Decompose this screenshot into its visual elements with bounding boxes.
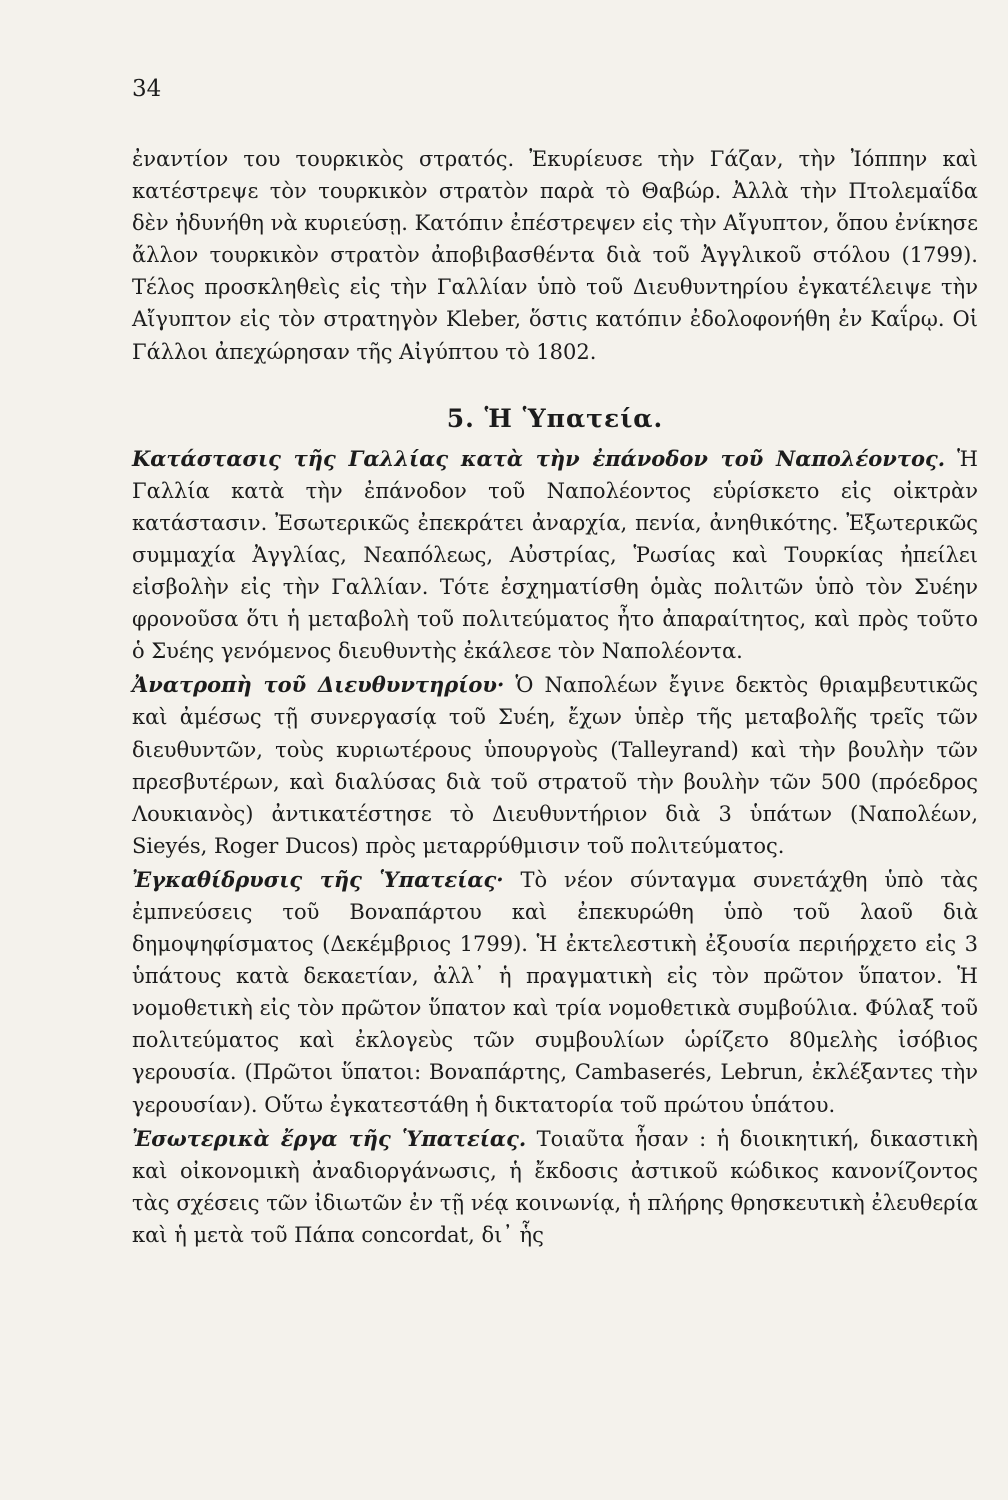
paragraph-text: Ἡ Γαλλία κατὰ τὴν ἐπάνοδον τοῦ Ναπολέοντος εὑρίσκετο εἰς οἰκτρὰν κατάστασιν. Ἐσωτερικῶς ἐπεκράτει ἀναρχία, πενία, ἀνηθικότης. Ἐξωτερικῶς συμμαχία Ἀγγλίας, Νεαπόλεως, Αὐστρίας, Ῥωσίας καὶ Τουρκίας ἠπείλει εἰσβολὴν εἰς τὴν Γαλλίαν. Τότε ἐσχηματίσθη ὁμὰς πολιτῶν ὑπὸ τὸν Συέην φρονοῦσα ὅτι ἡ μεταβολὴ τοῦ πολιτεύματος ἦτο ἀπαραίτητος, καὶ πρὸς τοῦτο ὁ Συέης γενόμενος διευθυντὴς ἐκάλεσε τὸν Ναπολέοντα. (132, 446, 978, 664)
section-title: 5. Ἡ Ὑπατεία. (446, 403, 664, 433)
page-number: 34 (132, 76, 162, 102)
paragraph-overthrow-directory (132, 669, 978, 862)
paragraph-establishment-consulate (132, 864, 978, 1121)
paragraph-text: Τὸ νέον σύνταγμα συνετάχθη ὑπὸ τὰς ἐμπνεύσεις τοῦ Βοναπάρτου καὶ ἐπεκυρώθη ὑπὸ τοῦ λαοῦ διὰ δημοψηφίσματος (Δεκέμβριος 1799). Ἡ ἐκτελεστικὴ ἐξουσία περιήρχετο εἰς 3 ὑπάτους κατὰ δεκαετίαν, ἀλλ᾽ ἡ πραγματικὴ εἰς τὸν πρῶτον ὕπατον. Ἡ νομοθετικὴ εἰς τὸν πρῶτον ὕπατον καὶ τρία νομοθετικὰ συμβούλια. Φύλαξ τοῦ πολιτεύματος καὶ ἐκλογεὺς τῶν συμβουλίων ὡρίζετο 80μελὴς ἰσόβιος γερουσία. (Πρῶτοι ὕπατοι: Βοναπάρτης, Cambaserés, Lebrun, ἐκλέξαντες τὴν γερουσίαν). Οὕτω ἐγκατεστάθη ἡ δικτατορία τοῦ πρώτου ὑπάτου. (132, 867, 978, 1117)
paragraph-internal-works (132, 1123, 978, 1251)
paragraph-state-of-france (132, 443, 978, 668)
paragraph-heading: Ἐγκαθίδρυσις τῆς Ὑπατείας· (132, 866, 504, 892)
intro-paragraph: ἐναντίον του τουρκικὸς στρατός. Ἐκυρίευσε τὴν Γάζαν, τὴν Ἰόππην καὶ κατέστρεψε τὸν τουρκικὸν στρατὸν παρὰ τὸ Θαβώρ. Ἀλλὰ τὴν Πτολεμαΐδα δὲν ἠδυνήθη νὰ κυριεύσῃ. Κατόπιν ἐπέστρεψεν εἰς τὴν Αἴγυπτον, ὅπου ἐνίκησε ἄλλον τουρκικὸν στρατὸν ἀποβιβασθέντα διὰ τοῦ Ἀγγλικοῦ στόλου (1799). Τέλος προσκληθεὶς εἰς τὴν Γαλλίαν ὑπὸ τοῦ Διευθυντηρίου ἐγκατέλειψε τὴν Αἴγυπτον εἰς τὸν στρατηγὸν Kleber, ὅστις κατόπιν ἐδολοφονήθη ἐν Καΐρῳ. Οἱ Γάλλοι ἀπεχώρησαν τῆς Αἰγύπτου τὸ 1802. (132, 147, 978, 364)
paragraph-heading: Ἐσωτερικὰ ἔργα τῆς Ὑπατείας. (132, 1125, 527, 1151)
paragraph-text: Ὁ Ναπολέων ἔγινε δεκτὸς θριαμβευτικῶς καὶ ἀμέσως τῇ συνεργασίᾳ τοῦ Συέη, ἔχων ὑπὲρ τῆς μεταβολῆς τρεῖς τῶν διευθυντῶν, τοὺς κυριωτέρους ὑπουργοὺς (Talleyrand) καὶ τὴν βουλὴν τῶν πρεσβυτέρων, καὶ διαλύσας διὰ τοῦ στρατοῦ τὴν βουλὴν τῶν 500 (πρόεδρος Λουκιανὸς) ἀντικατέστησε τὸ Διευθυντήριον διὰ 3 ὑπάτων (Ναπολέων, Sieyés, Roger Ducos) πρὸς μεταρρύθμισιν τοῦ πολιτεύματος. (132, 673, 979, 858)
paragraph-heading: Ἀνατροπὴ τοῦ Διευθυντηρίου· (132, 672, 505, 698)
paragraph-text: Τοιαῦτα ἦσαν : ἡ διοικητική, δικαστικὴ καὶ οἰκονομικὴ ἀναδιοργάνωσις, ἡ ἔκδοσις ἀστικοῦ κώδικος κανονίζοντος τὰς σχέσεις τῶν ἰδιωτῶν ἐν τῇ νέᾳ κοινωνίᾳ, ἡ πλήρης θρησκευτικὴ ἐλευθερία καὶ ἡ μετὰ τοῦ Πάπα concordat, δι᾽ ἧς (132, 1126, 978, 1247)
paragraph-heading: Κατάστασις τῆς Γαλλίας κατὰ τὴν ἐπάνοδον τοῦ Ναπολέοντος. (132, 445, 946, 471)
page-body (132, 143, 978, 1251)
